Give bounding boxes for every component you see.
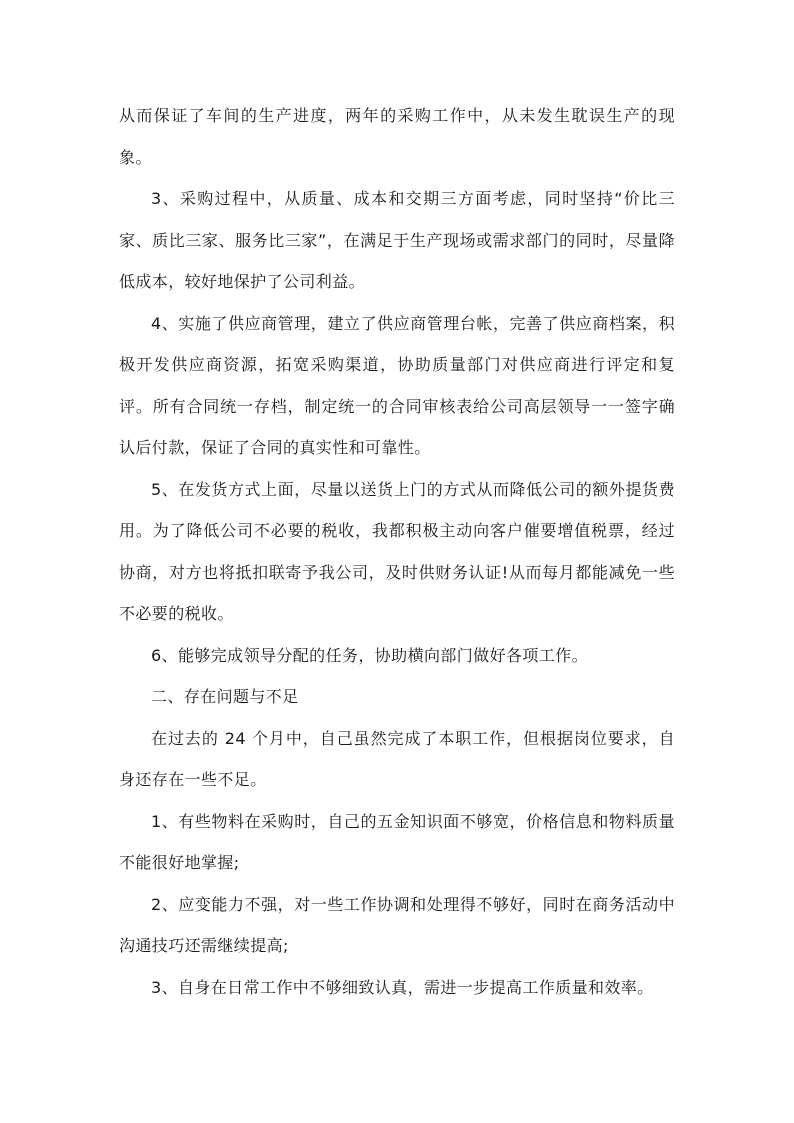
document-body — [119, 95, 675, 1008]
paragraph-issue-2: 2、应变能力不强，对一些工作协调和处理得不够好，同时在商务活动中沟通技巧还需继续提高; — [119, 894, 675, 955]
paragraph-item-4: 4、实施了供应商管理，建立了供应商管理台帐，完善了供应商档案，积极开发供应商资源，拓宽采购渠道，协助质量部门对供应商进行评定和复评。所有合同统一存档，制定统一的合同审核表给公司高层领导一一签字确认后付款，保证了合同的真实性和可靠性。 — [119, 313, 675, 457]
paragraph-continuation: 从而保证了车间的生产进度，两年的采购工作中，从未发生耽误生产的现象。 — [119, 106, 675, 167]
paragraph-issues-intro: 在过去的 24 个月中，自己虽然完成了本职工作，但根据岗位要求，自身还存在一些不足。 — [119, 728, 675, 789]
paragraph-item-3: 3、采购过程中，从质量、成本和交期三方面考虑，同时坚持“价比三家、质比三家、服务比三家”，在满足于生产现场或需求部门的同时，尽量降低成本，较好地保护了公司利益。 — [119, 189, 675, 291]
paragraph-issue-1: 1、有些物料在采购时，自己的五金知识面不够宽，价格信息和物料质量不能很好地掌握; — [119, 811, 675, 872]
section-heading-issues: 二、存在问题与不足 — [151, 687, 299, 706]
paragraph-item-6: 6、能够完成领导分配的任务，协助横向部门做好各项工作。 — [151, 645, 588, 665]
paragraph-item-5: 5、在发货方式上面，尽量以送货上门的方式从而降低公司的额外提货费用。为了降低公司不必要的税收，我都积极主动向客户催要增值税票，经过协商，对方也将抵扣联寄予我公司，及时供财务认证!从而每月都能减免一些不必要的税收。 — [119, 479, 675, 623]
paragraph-issue-3: 3、自身在日常工作中不够细致认真，需进一步提高工作质量和效率。 — [151, 977, 654, 997]
